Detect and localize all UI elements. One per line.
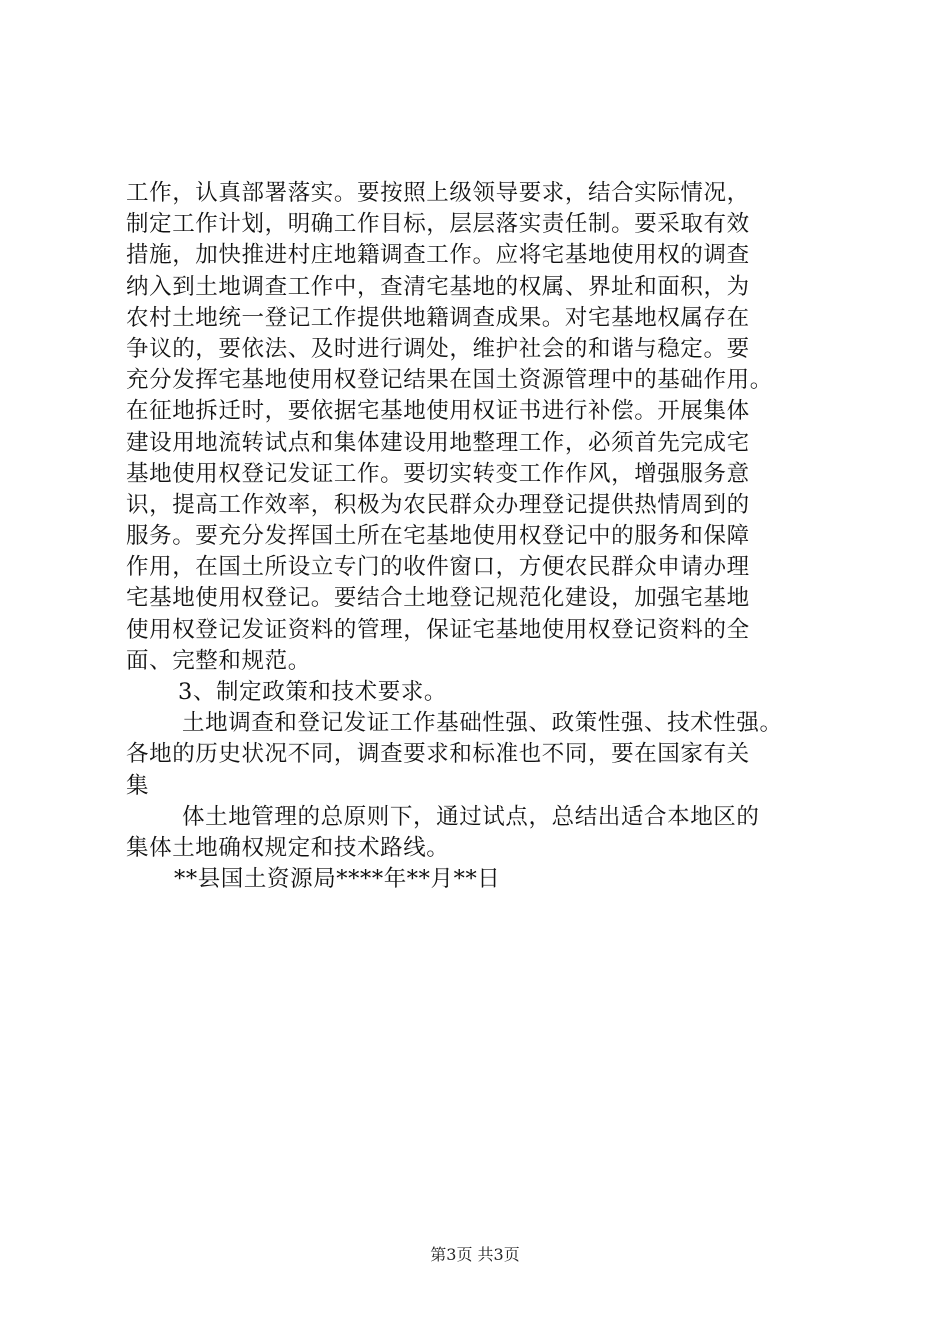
- text-line: 农村土地统一登记工作提供地籍调查成果。对宅基地权属存在: [126, 304, 750, 331]
- text-line: 使用权登记发证资料的管理，保证宅基地使用权登记资料的全: [126, 616, 750, 643]
- text-line: 建设用地流转试点和集体建设用地整理工作，必须首先完成宅: [126, 429, 750, 456]
- text-line: 措施，加快推进村庄地籍调查工作。应将宅基地使用权的调查: [126, 242, 750, 269]
- text-line: 纳入到土地调查工作中，查清宅基地的权属、界址和面积，为: [126, 273, 750, 300]
- text-line: 体土地管理的总原则下，通过试点，总结出适合本地区的: [182, 803, 760, 830]
- text-line: 集体土地确权规定和技术路线。: [126, 834, 450, 861]
- section-heading: 3、制定政策和技术要求。: [178, 679, 448, 705]
- document-body: [126, 178, 846, 895]
- text-line: 工作，认真部署落实。要按照上级领导要求，结合实际情况，: [126, 180, 750, 206]
- text-line: 宅基地使用权登记。要结合土地登记规范化建设，加强宅基地: [126, 585, 750, 612]
- text-line: 作用，在国土所设立专门的收件窗口，方便农民群众申请办理: [126, 554, 750, 581]
- signature-line: **县国土资源局****年**月**日: [174, 866, 501, 893]
- text-line: 争议的，要依法、及时进行调处，维护社会的和谐与稳定。要: [126, 335, 750, 362]
- text-line: 土地调查和登记发证工作基础性强、政策性强、技术性强。: [182, 710, 783, 737]
- text-line: 在征地拆迁时，要依据宅基地使用权证书进行补偿。开展集体: [126, 398, 750, 425]
- page-number: 第3页 共3页: [430, 1245, 520, 1264]
- text-line: 识，提高工作效率，积极为农民群众办理登记提供热情周到的: [126, 491, 750, 518]
- text-line: 各地的历史状况不同，调查要求和标准也不同，要在国家有关: [126, 741, 750, 768]
- text-line: 基地使用权登记发证工作。要切实转变工作作风，增强服务意: [126, 460, 750, 487]
- text-line: 充分发挥宅基地使用权登记结果在国土资源管理中的基础作用。: [126, 367, 773, 394]
- text-line: 服务。要充分发挥国土所在宅基地使用权登记中的服务和保障: [126, 523, 750, 550]
- text-line: 面、完整和规范。: [126, 647, 311, 674]
- text-line: 制定工作计划，明确工作目标，层层落实责任制。要采取有效: [126, 211, 750, 238]
- text-line: 集: [126, 772, 150, 799]
- page-footer: [0, 1244, 950, 1266]
